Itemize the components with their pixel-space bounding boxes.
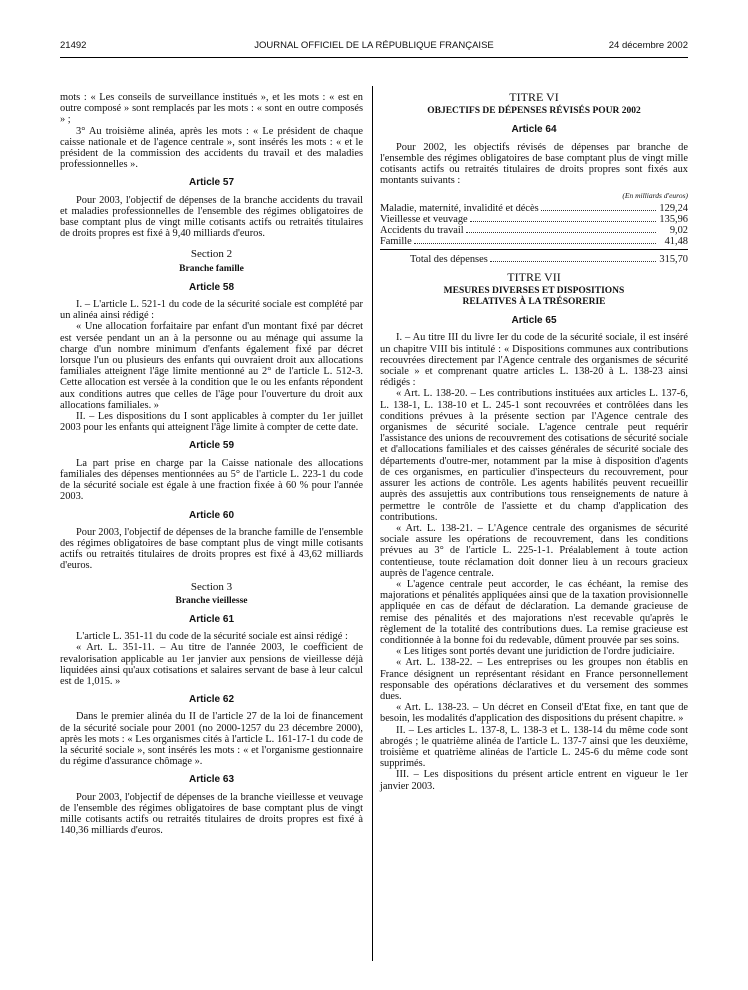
section-heading: Section 2 <box>190 248 233 261</box>
article-heading: Article 64 <box>511 124 557 136</box>
total-value: 315,70 <box>659 254 688 266</box>
paragraph: « Les litiges sont portés devant une juridiction de l'ordre judiciaire. <box>396 646 675 658</box>
article-heading: Article 62 <box>188 694 235 706</box>
expense-table <box>380 203 688 266</box>
table-row <box>380 236 688 247</box>
right-column <box>380 92 688 792</box>
journal-title: JOURNAL OFFICIEL DE LA RÉPUBLIQUE FRANÇAISE <box>254 40 494 51</box>
publication-date: 24 décembre 2002 <box>608 40 688 51</box>
article-heading: Article 57 <box>188 177 235 189</box>
section-subheading: Branche vieillesse <box>175 595 248 606</box>
paragraph: Pour 2003, l'objectif de dépenses de la branche famille de l'ensemble des régimes obligatoires de base comptant plus de vingt mille cotisants actifs ou retraités titulaires de droits propres est fixé à 43,62 milliards d'euros. <box>60 526 363 572</box>
paragraph: L'article L. 351-11 du code de la sécurité sociale est ainsi rédigé : <box>76 631 348 643</box>
paragraph: « Art. L. 138-20. – Les contributions instituées aux articles L. 137-6, L. 138-1, L. 138-10 et L. 245-1 sont recouvrées et contrôlées dans les conditions prévues à la présente section par l'Agence centrale des organismes de sécurité sociale. L'agence centrale peut requérir l'assistance des unions de recouvrement des cotisations de sécurité sociale et d'allocations familiales et des caisses générales de sécurité sociale des départements d'outre-mer, notamment par la mise à disposition d'agents de ces organismes, en particulier d'inspecteurs du recouvrement, pour assurer les actions de contrôle. Les agents habilités peuvent recueillir auprès des assujettis aux contributions tous renseignements de nature à permettre le contrôle de l'assiette et du champ d'application des contributions. <box>380 388 688 523</box>
header-rule <box>60 57 688 58</box>
table-row <box>380 203 688 214</box>
row-value: 9,02 <box>669 225 688 237</box>
paragraph: Dans le premier alinéa du II de l'article 27 de la loi de financement de la sécurité sociale pour 2001 (no 2000-1257 du 23 décembre 2000), après les mots : « Les organismes cités à l'article L. 161-17-1 du code de la sécurité sociale », sont insérés les mots : « et l'organisme gestionnaire du régime d'assurance chômage ». <box>60 711 363 768</box>
paragraph: mots : « Les conseils de surveillance institués », et les mots : « est en outre composé » sont remplacés par les mots : « sont en outre composés » ; <box>60 92 363 126</box>
table-row <box>380 225 688 236</box>
paragraph: « Art. L. 138-23. – Un décret en Conseil d'Etat fixe, en tant que de besoin, les modalités d'application des dispositions du présent chapitre. » <box>380 702 688 725</box>
column-separator <box>372 86 373 961</box>
total-label: Total des dépenses <box>410 254 488 266</box>
section-subheading: Branche famille <box>179 263 244 274</box>
table-unit: (En milliards d'euros) <box>622 191 688 201</box>
paragraph: « Art. L. 351-11. – Au titre de l'année 2003, le coefficient de revalorisation applicable au 1er janvier aux pensions de vieillesse déjà liquidées ainsi qu'aux cotisations et salaires servant de base à leur calcul est de 1,015. » <box>60 642 363 687</box>
page-number: 21492 <box>60 40 87 51</box>
title-heading: TITRE VII <box>507 269 561 284</box>
paragraph: La part prise en charge par la Caisse nationale des allocations familiales des dépenses mentionnées au 5° de l'article L. 223-1 du code de la sécurité sociale est égale à une fraction fixée à 60 % pour l'année 2003. <box>60 457 363 503</box>
title-heading: TITRE VI <box>509 90 559 104</box>
article-heading: Article 60 <box>188 509 235 521</box>
title-subheading: OBJECTIFS DE DÉPENSES RÉVISÉS POUR 2002 <box>427 106 641 117</box>
article-heading: Article 65 <box>511 315 557 327</box>
paragraph: « Une allocation forfaitaire par enfant d'un montant fixé par décret est versée pendant un an à la personne ou au ménage qui assume la charge d'un nombre minimum d'enfants également fixé par décret lorsque l'un ou plusieurs des enfants qui ouvraient droit aux allocations familiales atteignent l'âge limite mentionné au 2° de l'article L. 512-3. Cette allocation est versée à la condition que le ou les enfants répondent aux conditions autres que celles de l'âge pour l'ouverture du droit aux allocations familiales. » <box>60 321 363 411</box>
article-heading: Article 59 <box>188 440 235 452</box>
row-label: Maladie, maternité, invalidité et décès <box>380 202 539 214</box>
paragraph: « L'agence centrale peut accorder, le cas échéant, la remise des majorations et pénalités appliquées ainsi que de la taxation provisionnelle appliquée en cas de défaut de déclaration. La demande gracieuse de remise des pénalités et des majorations n'est recevable qu'après le règlement de la totalité des contributions dues. La remise gracieuse est conditionnée à la bonne foi du redevable, dûment prouvée par ses soins. <box>380 578 688 646</box>
paragraph: 3° Au troisième alinéa, après les mots : « Le président de chaque caisse nationale et de l'agence centrale », sont insérés les mots : « et le président de la commission des accidents du travail et des maladies professionnelles ». <box>60 125 363 171</box>
row-value: 129,24 <box>659 202 688 214</box>
page-header <box>60 40 688 54</box>
table-rule <box>380 249 688 250</box>
row-label: Accidents du travail <box>380 225 464 237</box>
table-total-row <box>380 254 688 265</box>
left-column <box>60 92 363 836</box>
paragraph: III. – Les dispositions du présent article entrent en vigueur le 1er janvier 2003. <box>380 769 688 792</box>
article-heading: Article 58 <box>188 281 235 293</box>
article-heading: Article 63 <box>188 774 235 786</box>
paragraph: I. – L'article L. 521-1 du code de la sécurité sociale est complété par un alinéa ainsi rédigé : <box>60 299 363 322</box>
table-row <box>380 214 688 225</box>
paragraph: II. – Les articles L. 137-8, L. 138-3 et L. 138-14 du même code sont abrogés ; le quatrième alinéa de l'article L. 137-7 ainsi que les deuxième, troisième et quatrième alinéas de l'article L. 245-6 du même code sont supprimés. <box>380 724 688 770</box>
section-heading: Section 3 <box>190 580 233 593</box>
paragraph: « Art. L. 138-22. – Les entreprises ou les groupes non établis en France désignent un représentant résidant en France personnellement responsable des opérations déclaratives et du versement des sommes dues. <box>380 657 688 702</box>
paragraph: II. – Les dispositions du I sont applicables à compter du 1er juillet 2003 pour les enfants qui atteignent l'âge limite à compter de cette date. <box>60 411 363 434</box>
paragraph: Pour 2002, les objectifs révisés de dépenses par branche de l'ensemble des régimes obligatoires de base comptant plus de vingt mille cotisants actifs ou retraités titulaires de droits propres sont fixés aux montants suivants : <box>380 141 688 187</box>
row-label: Famille <box>380 236 412 248</box>
paragraph: I. – Au titre III du livre Ier du code de la sécurité sociale, il est inséré un chapitre VIII bis intitulé : « Dispositions communes aux contributions recouvrées directement par l'Agence centrale des organismes de sécurité sociale » et comprenant quatre articles L. 138-20 à L. 138-23 ainsi rédigés : <box>380 332 688 389</box>
row-label: Vieillesse et veuvage <box>380 213 468 225</box>
paragraph: Pour 2003, l'objectif de dépenses de la branche accidents du travail et maladies professionnelles de l'ensemble des régimes obligatoires de base comptant plus de vingt mille cotisants actifs ou retraités titulaires de droits propres est fixé à 9,40 milliards d'euros. <box>60 194 363 240</box>
row-value: 41,48 <box>664 236 688 248</box>
paragraph: Pour 2003, l'objectif de dépenses de la branche vieillesse et veuvage de l'ensemble des régimes obligatoires de base comptant plus de vingt mille cotisants actifs ou retraités titulaires de droits propres est fixé à 140,36 milliards d'euros. <box>60 791 363 837</box>
title-subheading: RELATIVES À LA TRÉSORERIE <box>462 297 606 308</box>
title-subheading: MESURES DIVERSES ET DISPOSITIONS <box>443 285 625 296</box>
paragraph: « Art. L. 138-21. – L'Agence centrale des organismes de sécurité sociale assure les opérations de recouvrement, dans les conditions prévues au 3° de l'article L. 225-1-1. Préalablement à toute action contentieuse, toute réclamation doit donner lieu à un recours gracieux auprès de l'agence centrale. <box>380 522 688 579</box>
row-value: 135,96 <box>659 213 688 225</box>
article-heading: Article 61 <box>188 613 235 625</box>
